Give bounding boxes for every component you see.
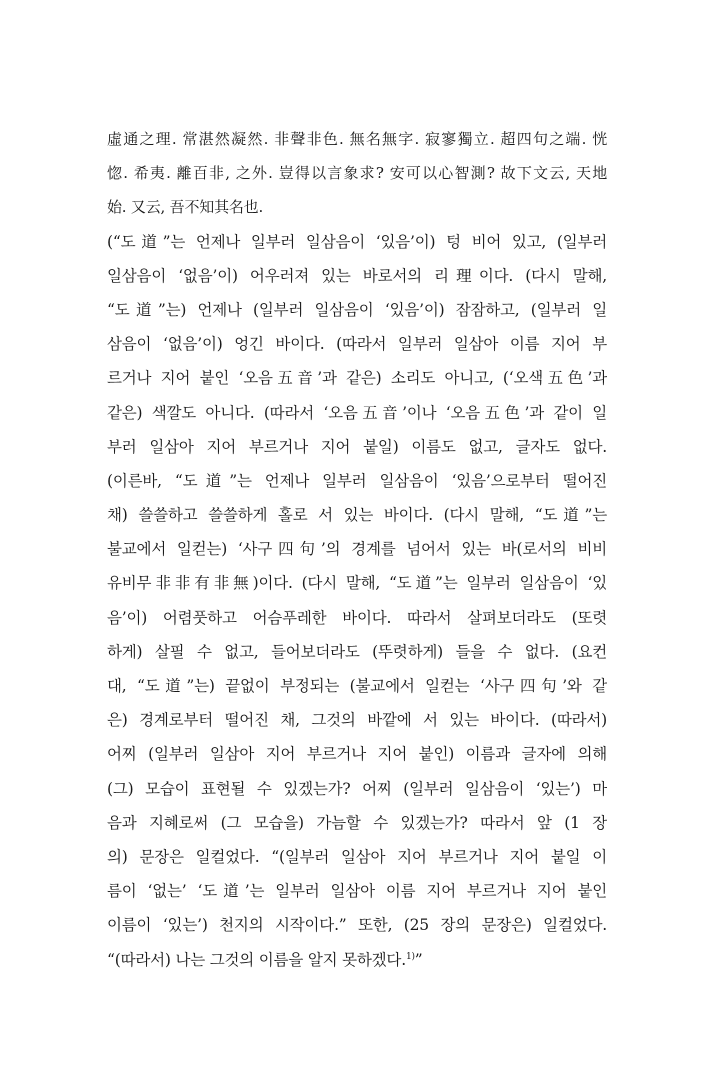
translation-line-1: (“도道”는 언제나 일부러 일삼음이 ‘있음’이) 텅 비어 있고, (일부러 — [107, 232, 607, 251]
closing-quote: ” — [414, 950, 423, 969]
translation-line-20: 름이 ‘없는’ ‘도道’는 일부러 일삼아 이름 지어 부르거나 지어 붙인 — [107, 882, 607, 901]
translation-line-6: 같은) 색깔도 아니다. (따라서 ‘오음五音’이나 ‘오음五色’과 같이 일 — [107, 403, 607, 422]
final-sentence: “(따라서) 나는 그것의 이름을 알지 못하겠다. — [107, 950, 406, 969]
translation-line-11: 유비무非非有非無)이다. (다시 말해, “도道”는 일부러 일삼음이 ‘있 — [107, 574, 607, 593]
translation-line-15: 은) 경계로부터 떨어진 채, 그것의 바깥에 서 있는 바이다. (따라서) — [107, 711, 607, 730]
translation-line-9: 채) 쓸쓸하고 쓸쓸하게 홀로 서 있는 바이다. (다시 말해, “도道”는 — [107, 506, 607, 525]
translation-line-13: 하게) 살필 수 없고, 들어보더라도 (뚜렷하게) 들을 수 없다. (요컨 — [107, 642, 607, 661]
translation-line-3: “도道”는) 언제나 (일부러 일삼음이 ‘있음’이) 잠잠하고, (일부러 일 — [107, 300, 607, 319]
translation-line-21: 이름이 ‘있는’) 천지의 시작이다.” 또한, (25 장의 문장은) 일컬었다. — [107, 916, 607, 935]
hanja-line-2: 惚. 希夷. 離百非, 之外. 豈得以言象求? 安可以心智測? 故下文云, 天地 — [107, 164, 607, 183]
translation-line-4: 삼음이 ‘없음’이) 엉긴 바이다. (따라서 일부러 일삼아 이름 지어 부 — [107, 335, 607, 354]
translation-line-12: 음’이) 어렴풋하고 어슴푸레한 바이다. 따라서 살펴보더라도 (또렷 — [107, 608, 607, 627]
translation-line-19: 의) 문장은 일컬었다. “(일부러 일삼아 지어 부르거나 지어 붙일 이 — [107, 847, 607, 866]
translation-line-17: (그) 모습이 표현될 수 있겠는가? 어찌 (일부러 일삼음이 ‘있는’) 마 — [107, 779, 607, 798]
translation-line-16: 어찌 (일부러 일삼아 지어 부르거나 지어 붙인) 이름과 글자에 의해 — [107, 745, 607, 764]
translation-line-2: 일삼음이 ‘없음’이) 어우러져 있는 바로서의 리理이다. (다시 말해, — [107, 266, 607, 285]
hanja-line-3: 始. 又云, 吾不知其名也. — [107, 198, 264, 217]
translation-line-14: 대, “도道”는) 끝없이 부정되는 (불교에서 일컫는 ‘사구四句’와 같 — [107, 677, 607, 695]
translation-line-22 — [107, 943, 607, 977]
footnote-marker[interactable]: 1) — [405, 951, 415, 962]
translation-line-18: 음과 지혜로써 (그 모습을) 가늠할 수 있겠는가? 따라서 앞 (1 장 — [107, 813, 607, 832]
translation-line-10: 불교에서 일컫는) ‘사구四句’의 경계를 넘어서 있는 바(로서의 비비 — [107, 540, 607, 559]
translation-line-5: 르거나 지어 붙인 ‘오음五音’과 같은) 소리도 아니고, (‘오색五色’과 — [107, 369, 607, 388]
translation-line-7: 부러 일삼아 지어 부르거나 지어 붙일) 이름도 없고, 글자도 없다. — [107, 437, 607, 456]
translation-line-8: (이른바, “도道”는 언제나 일부러 일삼음이 ‘있음’으로부터 떨어진 — [107, 471, 607, 490]
hanja-line-1: 虛通之理. 常湛然凝然. 非聲非色. 無名無字. 寂寥獨立. 超四句之端. 恍 — [107, 130, 607, 148]
commentary-text — [107, 122, 607, 977]
